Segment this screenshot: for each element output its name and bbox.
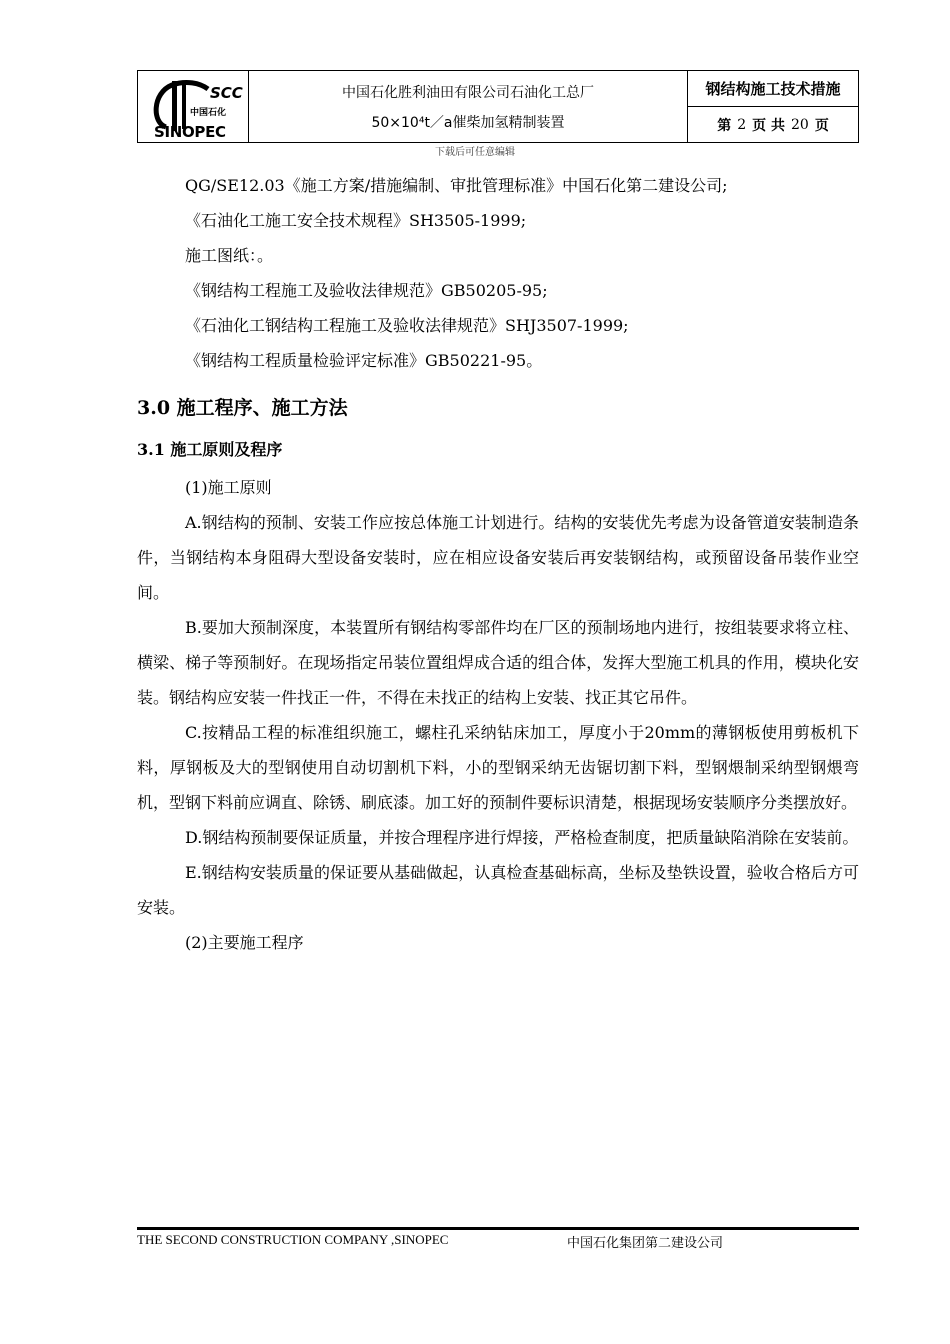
reference-item: 《钢结构工程施工及验收法律规范》GB50205-95; <box>185 281 548 300</box>
header-center <box>249 71 688 142</box>
reference-item: 《钢结构工程质量检验评定标准》GB50221-95。 <box>185 351 543 370</box>
page-total: 20 <box>790 116 809 133</box>
logo-bottom-text: SINOPEC <box>154 123 226 141</box>
company-name: 中国石化胜利油田有限公司石油化工总厂 <box>342 84 594 101</box>
sinopec-logo-icon <box>138 71 246 142</box>
footer-company-en: THE SECOND CONSTRUCTION COMPANY ,SINOPEC <box>137 1232 449 1247</box>
footer-company-cn: 中国石化集团第二建设公司 <box>567 1236 724 1251</box>
subsection-heading: 3.1 施工原则及程序 <box>137 440 283 459</box>
page-indicator <box>688 107 858 142</box>
watermark-text: 下载后可任意编辑 <box>435 147 515 158</box>
page-suffix: 页 <box>814 117 829 134</box>
footer-divider <box>137 1227 859 1230</box>
paragraph: A.钢结构的预制、安装工作应按总体施工计划进行。结构的安装优先考虑为设备管道安装制造条件，当钢结构本身阻碍大型设备安装时，应在相应设备安装后再安装钢结构，或预留设备吊装作业空间。 <box>137 513 859 602</box>
company-logo <box>138 71 249 142</box>
section-heading: 3.0 施工程序、施工方法 <box>137 397 348 419</box>
header-right <box>688 71 858 142</box>
reference-item: 《石油化工施工安全技术规程》SH3505-1999; <box>185 211 527 230</box>
paragraph: D.钢结构预制要保证质量，并按合理程序进行焊接，严格检查制度，把质量缺陷消除在安装前。 <box>185 828 859 847</box>
document-title: 钢结构施工技术措施 <box>688 71 858 107</box>
page-prefix: 第 <box>717 117 732 134</box>
paragraph: B.要加大预制深度，本装置所有钢结构零部件均在厂区的预制场地内进行，按组装要求将立柱、横梁、梯子等预制好。在现场指定吊装位置组焊成合适的组合体，发挥大型施工机具的作用，模块化安装。钢结构应安装一件找正一件，不得在未找正的结构上安装、找正其它吊件。 <box>137 618 859 707</box>
page-current: 2 <box>737 116 747 133</box>
reference-item: 《石油化工钢结构工程施工及验收法律规范》SHJ3507-1999; <box>185 316 629 335</box>
project-name: 50×10⁴t／a催柴加氢精制装置 <box>371 114 565 131</box>
item-label: (2)主要施工程序 <box>185 933 304 952</box>
page-mid: 页 共 <box>752 117 785 134</box>
page-header <box>137 70 859 143</box>
paragraph: E.钢结构安装质量的保证要从基础做起，认真检查基础标高，坐标及垫铁设置，验收合格后方可安装。 <box>137 863 859 917</box>
item-label: (1)施工原则 <box>185 478 272 497</box>
paragraph: C.按精品工程的标准组织施工，螺柱孔采纳钻床加工，厚度小于20mm的薄钢板使用剪板机下料，厚钢板及大的型钢使用自动切割机下料，小的型钢采纳无齿锯切割下料，型钢煨制采纳型钢煨弯机，型钢下料前应调直、除锈、刷底漆。加工好的预制件要标识清楚，根据现场安装顺序分类摆放好。 <box>137 723 859 812</box>
logo-middle-text: 中国石化 <box>190 108 227 118</box>
reference-item: 施工图纸：。 <box>185 246 274 265</box>
logo-top-text: SCC <box>210 84 243 102</box>
document-body <box>137 168 859 960</box>
reference-item: QG/SE12.03《施工方案/措施编制、审批管理标准》中国石化第二建设公司; <box>185 176 728 195</box>
